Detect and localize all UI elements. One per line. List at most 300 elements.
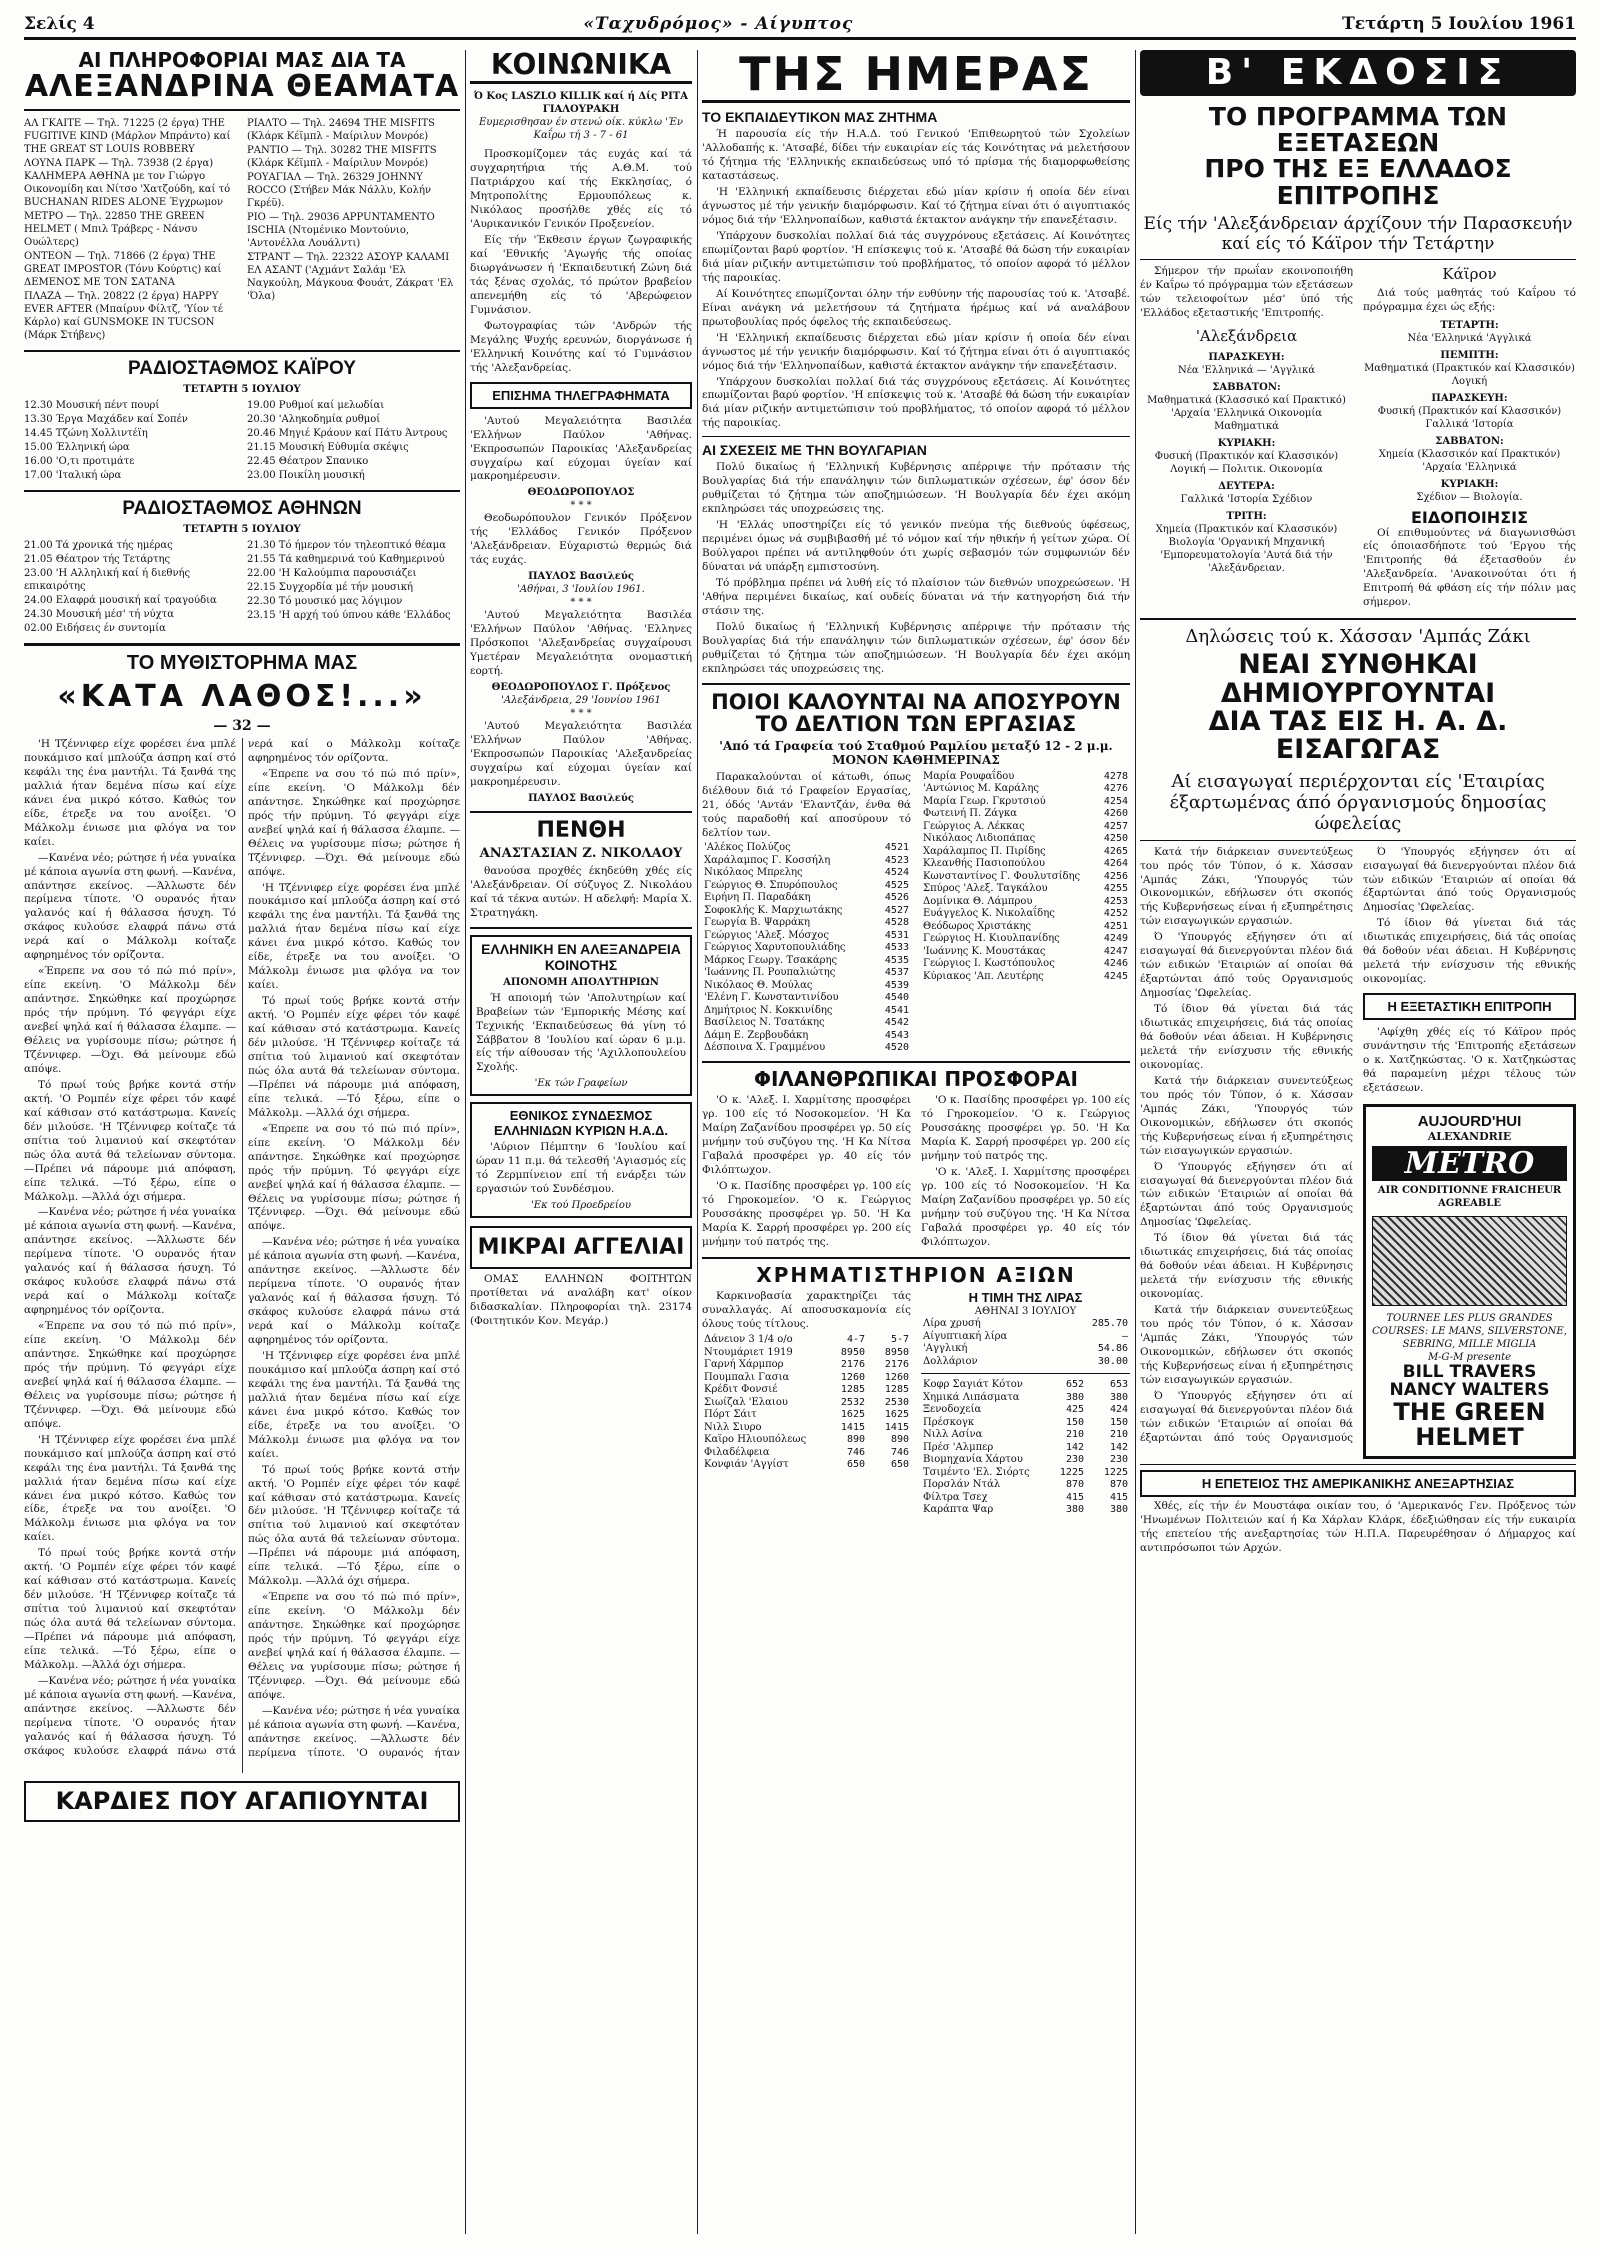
row-value: 380 — [1109, 1391, 1128, 1403]
union-notice — [470, 1102, 692, 1218]
radio-entry: 22.30 Τό μουσικό μας λόγιμον — [247, 595, 403, 607]
stock-row — [921, 1379, 1130, 1392]
row-label: Δάνειον 3 1/4 ο/ο — [704, 1334, 793, 1346]
rail-row — [921, 821, 1130, 834]
metro-city: ALEXANDRIE — [1427, 1129, 1512, 1143]
hassan-paragraph: Ό 'Υπουργός εξήγησεν ότι αί εισαγωγαί θά διενεργούνται πλέον διά τών ειδικών 'Εταιριών αί οποίαι θά έξαρτώνται άπό τούς Οργανισμούς — [1140, 1389, 1353, 1444]
lira-row — [921, 1318, 1130, 1331]
stock-table-2 — [921, 1379, 1130, 1517]
radio-athens-right — [247, 539, 460, 636]
cinema-entry: ΡΙΟ — Τηλ. 29036 APPUNTAMENTO ISCHIA (Ντομένικο Μοντούνιο, 'Αντονέλλα Λουάλντι) — [247, 211, 435, 249]
cinema-entry: ΛΟΥΝΑ ΠΑΡΚ — Τηλ. 73938 (2 έργα) ΚΑΛΗΜΕΡΑ ΑΘΗΝΑ με τον Γιώργο Οικονομίδη και Νίτσο 'Χατζούδη, καί τό BUCHANAN RIDES ALONE Έγχρωμον — [24, 157, 231, 208]
exam-intro: Σήμερον τήν πρωΐαν εκοινοποιήθη έν Καΐρω τό πρόγραμμα τών εξετάσεων τών τελειοφοίτων μέσ' ύπό τής 'Ελλάδος εξεταστικής 'Επιτροπής. — [1140, 264, 1353, 319]
row-value: 746 — [846, 1446, 865, 1458]
row-value: 1285 — [884, 1384, 909, 1396]
row-label: Νικόλαος Θ. Μούλας — [704, 979, 813, 991]
row-label: Κοφρ Σαγιάτ Κότον — [923, 1379, 1023, 1391]
schedule-day: ΚΥΡΙΑΚΗ: — [1440, 478, 1499, 490]
edu-article — [702, 128, 1130, 431]
lira-row — [921, 1343, 1130, 1356]
telegram: Θεοδωρόπουλον Γενικόν Πρόξενον τής 'Ελλάδος Γενικόν Πρόξενον 'Αλεξάνδρειαν. Εύχαριστώ θερμώς διά τάς ευχάς. — [470, 512, 692, 567]
row-label: Φίλτρα Τσεχ — [923, 1491, 988, 1503]
hassan-paragraph: Ό 'Υπουργός εξήγησεν ότι αί εισαγωγαί θά διενεργούνται πλέον διά τών ειδικών 'Εταιριών αί οποίαι θά έξαρτώνται άπό τούς Οργανισμούς Δημοσίας 'Ωφελείας. — [1363, 845, 1576, 914]
row-value: 4524 — [884, 867, 909, 879]
social-paragraph: Είς τήν 'Έκθεσιν έργων ζωγραφικής καί 'Εθνικής 'Αγωγής τής οποίας διωργάνωσεν ή 'Εκπαιδευτική Ζώνη διά τάς ξένας σχολάς, τό πρώτον βραβείον απενεμήθη είς τό 'Αβερώφειον Γυμνάσιον. — [470, 234, 692, 316]
row-label: Γεώργιος Χαρυτοπουλιάδης — [704, 942, 846, 954]
row-label: Τσιμέντο 'Ελ. Σιόρτς — [923, 1466, 1030, 1478]
rail-row — [921, 958, 1130, 971]
row-value: 210 — [1109, 1429, 1128, 1441]
classifieds-title: ΜΙΚΡΑΙ ΑΓΓΕΛΙΑΙ — [470, 1226, 692, 1269]
phil-left: 'Ο κ. 'Αλεξ. Ι. Χαρμίτσης προσφέρει γρ. 100 είς τό Νοσοκομείον. 'Η Κα Μαίρη Ζαζανίδου προσφέρει γρ. 50 είς μνήμην τού συζύγου της. 'Η Κα Νίτσα Γαβαλά προσφέρει γρ. 40 είς τόν Φιλόπτωχον. — [702, 1093, 911, 1176]
new-conditions-line2: ΔΙΑ ΤΑΣ ΕΙΣ Η. Α. Δ. ΕΙΣΑΓΩΓΑΣ — [1208, 705, 1508, 766]
row-label: 'Αλέκος Πολύζος — [704, 842, 791, 854]
metro-ad — [1363, 1104, 1576, 1459]
row-value: 380 — [1109, 1504, 1128, 1516]
row-value: 4527 — [884, 904, 909, 916]
row-value: 4528 — [884, 917, 909, 929]
rail-row — [921, 946, 1130, 959]
stock-row — [702, 1459, 911, 1472]
edu-paragraph: Αί Κοινότητες επωμίζονται όλην τήν ευθύνην τής παρουσίας τού κ. 'Ατσαβέ. Είναι ανάγκη νά μελετήσουν τά ζητήματα ήρέμως καί νά αναλάβουν πρωτοβουλίας πρός όφελος τής εκπαιδεύσεως. — [702, 287, 1130, 328]
rail-row — [702, 980, 911, 993]
row-value: 890 — [846, 1434, 865, 1446]
novel-paragraph: —Κανένα νέο; ρώτησε ή νέα γυναίκα μέ κάποια αγωνία στη φωνή. —Κανένα, απάντησε εκείνος. —Άλλωστε δέν περίμενα τίποτε. 'Ο ουρανός ήταν γαλανός καί ή θάλασσα ήσυχη. Τό σκάφος κυλούσε ελαφρά πάνω στά νερά καί ο Μάλκολμ κοίταζε αφηρημένος τόν ορίζοντα. — [248, 1236, 460, 1347]
novel-paragraph: «Έπρεπε να σου τό πώ πιό πρίν», είπε εκείνη. 'Ο Μάλκολμ δέν απάντησε. Σηκώθηκε καί προχώρησε πρός τήν πρύμνη. Τό φεγγάρι είχε ανεβεί ψηλά καί ή θάλασσα έλαμπε. —Θέλεις να γυρίσουμε πίσω; ρώτησε ή Τζέννιφερ. —Όχι. Θά μείνουμε εδώ απόψε. — [24, 965, 236, 1075]
radio-entry: 20.46 Μηγιέ Κράουν καί Πάτυ Άντρους — [247, 427, 448, 439]
rail-row — [702, 917, 911, 930]
schedule-day: ΚΥΡΙΑΚΗ: — [1217, 437, 1276, 449]
row-value: 746 — [890, 1446, 909, 1458]
hassan-paragraph: Τό ίδιον θά γίνεται διά τάς ιδιωτικάς επιχειρήσεις, διά τάς οποίας θά δοθούν νέαι άδειαι. Η Κυβέρνησις μελετά τήν ενίσχυσιν τής εθνικής οικονομίας. — [1140, 1232, 1353, 1301]
novel-paragraph: 'Η Τζέννιφερ είχε φορέσει ένα μπλέ πουκάμισο καί μπλούζα άσπρη καί στό κεφάλι της ένα μαντήλι. Τά ξανθά της μαλλιά ήταν δεμένα πίσω καί είχε κάνει ένα μικρό κότσο. Καθώς τον είδε, έτρεξε να του ανοίξει. 'Ο Μάλκολμ ένιωσε μια φλόγα να τον καίει. — [248, 881, 460, 992]
alex-heading-line2: ΑΛΕΞΑΝΔΡΙΝΑ ΘΕΑΜΑΤΑ — [24, 69, 460, 104]
stock-row — [702, 1447, 911, 1460]
new-conditions-line1: ΝΕΑΙ ΣΥΝΘΗΚΑΙ ΔΗΜΙΟΥΡΓΟΥΝΤΑΙ — [1220, 649, 1496, 709]
phil-right: 'Ο κ. 'Αλεξ. Ι. Χαρμίτσης προσφέρει γρ. 100 είς τό Νοσοκομείον. 'Η Κα Μαίρη Ζαζανίδου προσφέρει γρ. 50 είς μνήμην τού συζύγου της. 'Η Κα Νίτσα Γαβαλά προσφέρει γρ. 40 είς τόν Φιλόπτωχον. — [921, 1165, 1130, 1248]
telegrams-title: ΕΠΙΣΗΜΑ ΤΗΛΕΓΡΑΦΗΜΑΤΑ — [470, 382, 692, 409]
rail-row — [702, 967, 911, 980]
row-label: Κύριακος 'Απ. Λευτέρης — [923, 970, 1044, 982]
row-label: Ντουμάριετ 1919 — [704, 1346, 793, 1358]
row-label: Δέσποινα Χ. Γραμμένου — [704, 1042, 826, 1054]
row-value: 2530 — [884, 1396, 909, 1408]
novel-paragraph: —Κανένα νέο; ρώτησε ή νέα γυναίκα μέ κάποια αγωνία στη φωνή. —Κανένα, απάντησε εκείνος. —Άλλωστε δέν περίμενα τίποτε. 'Ο ουρανός ήταν γαλανός καί ή θάλασσα ήσυχη. Τό σκάφος κυλούσε ελαφρά πάνω στά νερά καί ο Μάλκολμ κοίταζε αφηρημένος τόν ορίζοντα. — [24, 851, 236, 962]
row-value: 890 — [890, 1434, 909, 1446]
radio-entry: 14.45 Τζώνη Χολλιντέϊη — [24, 427, 148, 439]
row-value: 1625 — [840, 1409, 865, 1421]
row-value: 424 — [1109, 1404, 1128, 1416]
row-value: 4535 — [884, 954, 909, 966]
row-value: 8950 — [884, 1346, 909, 1358]
row-value: 2176 — [884, 1359, 909, 1371]
penthi-text — [470, 865, 692, 921]
radio-entry: 12.30 Μουσική πέντ πουρί — [24, 399, 160, 411]
row-label: Μαρία Ρουφαΐδου — [923, 770, 1015, 782]
hassan-paragraph: Κατά τήν διάρκειαν συνεντεύξεως του πρός τόν Τύπον, ό κ. Χάσσαν 'Αμπάς Ζάκι, 'Υπουργός τών Οικονομικών, εδήλωσεν ότι σκοπός τής Κυβερνήσεως είναι ή εξυπηρέτησις τών εισαγωγικών εργασιών. — [1140, 845, 1353, 928]
hassan-paragraph: Τό ίδιον θά γίνεται διά τάς ιδιωτικάς επιχειρήσεις, διά τάς οποίας θά δοθούν νέαι άδειαι. Η Κυβέρνησις μελετά τήν ενίσχυσιν τής εθνικής οικονομίας. — [1140, 1003, 1353, 1071]
lira-row — [921, 1356, 1130, 1369]
phil-right: 'Ο κ. Πασίδης προσφέρει γρ. 100 είς τό Γηροκομείον. 'Ο κ. Γεώργιος Ρουσσάκης προσφέρει γρ. 50. 'Η Κα Μαρία Κ. Σαρρή προσφέρει γρ. 200 είς μνήμην τού πατρός της. — [921, 1093, 1130, 1162]
rail-row — [921, 771, 1130, 784]
edu-heading: ΤΟ ΕΚΠΑΙΔΕΥΤΙΚΟΝ ΜΑΣ ΖΗΤΗΜΑ — [702, 109, 938, 126]
novel-paragraph: 'Η Τζέννιφερ είχε φορέσει ένα μπλέ πουκάμισο καί μπλούζα άσπρη καί στό κεφάλι της ένα μαντήλι. Τά ξανθά της μαλλιά ήταν δεμένα πίσω καί είχε κάνει ένα μικρό κότσο. Καθώς τον είδε, έτρεξε να του ανοίξει. 'Ο Μάλκολμ ένιωσε μια φλόγα να τον καίει. — [24, 738, 236, 848]
row-value: 1225 — [1059, 1466, 1084, 1478]
row-value: 4542 — [884, 1017, 909, 1029]
radio-entry: 22.45 Θέατρον Σπανικο — [247, 455, 369, 467]
edu-paragraph: 'Η 'Ελληνική εκπαίδευσις διέρχεται εδώ μίαν κρίσιν ή οποία δέν είναι άγνωστος μέ τήν γενικήν διαμόρφωσιν. Καί τό ζήτημα είναι ότι ό αιγυπτιακός νόμος διά τήν 'Ελληνοπαίδων, καθιστά έκτακτον ανάγκην τήν επανεξέτασιν. — [702, 186, 1130, 227]
rail-row — [702, 867, 911, 880]
radio-entry: 21.55 Τά καθημερινά τού Καθημερινού — [247, 553, 445, 565]
hassan-paragraph: Ό 'Υπουργός εξήγησεν ότι αί εισαγωγαί θά διενεργούνται πλέον διά τών ειδικών 'Εταιριών αί οποίαι θά έξαρτώνται άπό τούς Οργανισμούς Δημοσίας 'Ωφελείας. — [1140, 1160, 1353, 1229]
novel-paragraph: «Έπρεπε να σου τό πώ πιό πρίν», είπε εκείνη. 'Ο Μάλκολμ δέν απάντησε. Σηκώθηκε καί προχώρησε πρός τήν πρύμνη. Τό φεγγάρι είχε ανεβεί ψηλά καί ή θάλασσα έλαμπε. —Θέλεις να γυρίσουμε πίσω; ρώτησε ή Τζέννιφερ. —Όχι. Θά μείνουμε εδώ απόψε. — [248, 1591, 460, 1701]
row-value: 150 — [1065, 1416, 1084, 1428]
row-value: 4540 — [884, 992, 909, 1004]
rail-row — [921, 883, 1130, 896]
row-label: Γαρνή Χάρμπορ — [704, 1359, 784, 1371]
row-value: 415 — [1109, 1491, 1128, 1503]
wedding-names: Ό Κος LASZLO KILLIK καί ή Δίς ΡΙΤΑ ΓΙΑΛΟΥΡΑΚΗ — [474, 91, 688, 116]
rail-row — [702, 942, 911, 955]
schedule-subjects: Μαθηματικά (Κλασσικό καί Πρακτικό) 'Αρχαία 'Ελληνικά Οικονομία Μαθηματικά — [1147, 394, 1346, 432]
radio-entry: 21.00 Τά χρονικά τής ημέρας — [24, 539, 173, 551]
rail-row — [921, 858, 1130, 871]
divider — [24, 490, 460, 492]
stock-row — [921, 1392, 1130, 1405]
novel-paragraph: 'Η Τζέννιφερ είχε φορέσει ένα μπλέ πουκάμισο καί μπλούζα άσπρη καί στό κεφάλι της ένα μαντήλι. Τά ξανθά της μαλλιά ήταν δεμένα πίσω καί είχε κάνει ένα μικρό κότσο. Καθώς τον είδε, έτρεξε να του ανοίξει. 'Ο Μάλκολμ ένιωσε μια φλόγα να τον καίει. — [248, 1349, 460, 1460]
row-label: Ξενοδοχεία — [923, 1404, 982, 1416]
radio-entry: 22.15 Συγχορδία μέ τήν μουσική — [247, 581, 413, 593]
row-label: Κωνσταντίνος Γ. Φουλυτσίδης — [923, 870, 1081, 882]
school-notice — [470, 935, 692, 1097]
schedule-subjects: Σχέδιον — Βιολογία. — [1416, 491, 1523, 503]
novel-paragraph: —Κανένα νέο; ρώτησε ή νέα γυναίκα μέ κάποια αγωνία στη φωνή. —Κανένα, απάντησε εκείνος. —Άλλωστε δέν περίμενα τίποτε. 'Ο ουρανός ήταν γαλανός καί ή θάλασσα ήσυχη. Τό σκάφος κυλούσε ελαφρά πάνω στά νερά καί ο Μάλκολμ κοίταζε αφηρημένος τόν ορίζοντα. — [24, 738, 460, 1757]
exam-schedule — [1140, 265, 1576, 612]
stock-title: ΧΡΗΜΑΤΙΣΤΗΡΙΟΝ ΑΞΙΩΝ — [756, 1263, 1076, 1288]
novel-paragraph: Τό πρωί τούς βρήκε κοντά στήν ακτή. 'Ο Ρομπέν είχε φέρει τόν καφέ καί κάθισαν στό κατάστρωμα. Κανείς δέν μιλούσε. 'Η Τζέννιφερ κοίταζε τά σπίτια τού λιμανιού καί σκεφτόταν πώς όλα αυτά θά τελείωναν σύντομα. —Πρέπει νά πάρουμε μιά απόφαση, είπε τελικά. —Τό ξέρω, είπε ο Μάλκολμ. —Άλλά όχι σήμερα. — [24, 1547, 236, 1671]
rail-list-right — [921, 771, 1130, 984]
radio-cairo-day: ΤΕΤΑΡΤΗ 5 ΙΟΥΛΙΟΥ — [183, 383, 301, 395]
radio-entry: 20.30 'Αληκοδημία ρυθμοί — [247, 413, 381, 425]
row-value: 4543 — [884, 1029, 909, 1041]
radio-entry: 16.00 'Ο,τι προτιμάτε — [24, 455, 135, 467]
radio-entry: 24.30 Μουσική μέσ' τή νύχτα — [24, 608, 174, 620]
schedule-subjects: Νέα 'Ελληνικά — 'Αγγλικά — [1177, 364, 1316, 376]
schedule-day: ΠΕΜΠΤΗ: — [1440, 349, 1499, 361]
school-title: ΕΛΛΗΝΙΚΗ ΕΝ ΑΛΕΞΑΝΔΡΕΙΑ ΚΟΙΝΟΤΗΣ — [481, 940, 681, 973]
metro-race: TOURNEE LES PLUS GRANDES COURSES: LE MANS, SILVERSTONE, SEBRING, MILLE MIGLIA — [1372, 1312, 1567, 1350]
row-label: Δολλάριον — [923, 1355, 978, 1367]
row-value: 1285 — [840, 1384, 865, 1396]
row-label: Θεόδωρος Χριστάκης — [923, 920, 1032, 932]
stock-row — [702, 1434, 911, 1447]
column-b-edition — [1140, 50, 1576, 1558]
divider — [702, 1257, 1130, 1259]
row-label: Νικόλαος Μπρελης — [704, 867, 803, 879]
phil-offers — [702, 1094, 1130, 1251]
row-value: 2532 — [840, 1396, 865, 1408]
radio-entry: 23.00 Ποικίλη μουσική — [247, 469, 365, 481]
row-value: 4252 — [1103, 908, 1128, 920]
hassan-paragraph: Κατά τήν διάρκειαν συνεντεύξεως του πρός τόν Τύπον, ό κ. Χάσσαν 'Αμπάς Ζάκι, 'Υπουργός τών Οικονομικών, εδήλωσεν ότι σκοπός τής Κυβερνήσεως είναι ή εξυπηρέτησις τών εισαγωγικών εργασιών. — [1140, 1074, 1353, 1157]
schedule-day: ΠΑΡΑΣΚΕΥΗ: — [1431, 392, 1508, 404]
row-label: Χαράλαμπος Γ. Κοσσήλη — [704, 854, 831, 866]
school-text: Ή αποιομή τών 'Απολυτηρίων καί Βραβείων τών 'Εμπορικής Μέσης καί Τεχνικής 'Εκπαιδεύσεως θά γίνη τό Σάββατον 8 'Ιουλίου καί ώραν 6 μ.μ. είς τήν αίθουσαν τής 'Αχιλλοπουλείου Σχολής. — [476, 991, 686, 1074]
radio-entry: 19.00 Ρυθμοί καί μελωδίαι — [247, 399, 385, 411]
exam-heading-line2: ΠΡΟ ΤΗΣ ΕΞ ΕΛΛΑΔΟΣ ΕΠΙΤΡΟΠΗΣ — [1204, 154, 1512, 210]
stock-section — [702, 1290, 1130, 1517]
stock-table — [702, 1334, 911, 1472]
divider — [24, 109, 460, 111]
row-value: 4256 — [1103, 870, 1128, 882]
rail-lists — [702, 771, 1130, 1055]
lira-table — [921, 1318, 1130, 1368]
column-entertainment — [24, 50, 460, 1822]
stock-row — [921, 1454, 1130, 1467]
row-value: 870 — [1065, 1479, 1084, 1491]
row-label: Μαρία Γεωρ. Γκρυτσιού — [923, 795, 1046, 807]
stock-row — [921, 1492, 1130, 1505]
union-text: 'Αύριον Πέμπτην 6 'Ιουλίου καί ώραν 11 π.μ. θά τελεσθή 'Αγιασμός είς τό Ζερμπίνειον επί τή ενάρξει τών εργασιών τού Συνδέσμου. — [476, 1141, 686, 1196]
row-value: 380 — [1065, 1391, 1084, 1403]
alex-label: 'Αλεξάνδρεια — [1195, 326, 1298, 345]
row-value: 2176 — [840, 1359, 865, 1371]
row-label: Νιλλ Ασίνα — [923, 1429, 983, 1441]
rail-row — [702, 842, 911, 855]
row-value: 4537 — [884, 967, 909, 979]
row-label: Φιλαδέλφεια — [704, 1446, 770, 1458]
radio-entry: 21.15 Μουσική Εύθυμία σκέψις — [247, 441, 409, 453]
wedding-text: Ευμερισθησαν έν στενώ οίκ. κύκλω 'Έν Καΐρω τή 3 - 7 - 61 — [478, 117, 684, 142]
row-label: Πουμπαλι Γασια — [704, 1371, 790, 1383]
alex-schedule — [1140, 351, 1353, 575]
row-value: 230 — [1109, 1454, 1128, 1466]
bulgaria-paragraph: Πολύ δικαίως ή 'Ελληνική Κυβέρνησις απέρριψε τήν πρότασιν τής Βουλγαρίας διά τήν επανάληψιν τών διπλωματικών σχέσεων, έφ' όσον δέν ρυθμίζεται τό ζήτημα τών αποζημιώσεων. 'Η Βουλγαρία δέν έχει ακόμη εκπληρώσει τάς υποχρεώσεις της. — [702, 461, 1130, 516]
novel-paragraph: «Έπρεπε να σου τό πώ πιό πρίν», είπε εκείνη. 'Ο Μάλκολμ δέν απάντησε. Σηκώθηκε καί προχώρησε πρός τήν πρύμνη. Τό φεγγάρι είχε ανεβεί ψηλά καί ή θάλασσα έλαμπε. —Θέλεις να γυρίσουμε πίσω; ρώτησε ή Τζέννιφερ. —Όχι. Θά μείνουμε εδώ απόψε. — [248, 1122, 460, 1233]
radio-athens-left — [24, 539, 237, 636]
row-label: Σιωίζαλ 'Ελαιου — [704, 1396, 788, 1408]
row-label: Χημικά Λιπάσματα — [923, 1391, 1020, 1403]
cinema-entry: ΜΕΤΡΟ — Τηλ. 22850 THE GREEN HELMET ( Μπιλ Τράβερς - Νάνσυ Ουώλτερς) — [24, 210, 205, 248]
metro-actor2: NANCY WALTERS — [1389, 1379, 1550, 1400]
row-label: Βιομηχανία Χάρτου — [923, 1454, 1023, 1466]
school-sub: ΑΠΟΝΟΜΗ ΑΠΟΛΥΤΗΡΙΩΝ — [503, 976, 659, 988]
rail-row — [702, 930, 911, 943]
rail-row — [921, 921, 1130, 934]
rail-sub: 'Από τά Γραφεία τού Σταθμού Ραμλίου μεταξύ 12 - 2 μ.μ. ΜΟΝΟΝ ΚΑΘΗΜΕΡΙΝΑΣ — [719, 738, 1113, 767]
column-rule — [465, 50, 466, 2234]
row-label: 'Ιωάννης Π. Ρουπαλιώτης — [704, 967, 836, 979]
divider — [470, 927, 692, 929]
union-title: ΕΘΝΙΚΟΣ ΣΥΝΔΕΣΜΟΣ ΕΛΛΗΝΙΔΩΝ ΚΥΡΙΩΝ Η.Α.Δ. — [494, 1108, 668, 1139]
rail-row — [702, 880, 911, 893]
row-value: 4247 — [1103, 945, 1128, 957]
schedule-day: ΣΑΒΒΑΤΟΝ: — [1212, 381, 1281, 393]
row-label: Πορσλάν Ντάλ — [923, 1479, 1001, 1491]
schedule-day: ΔΕΥΤΕΡΑ: — [1218, 480, 1275, 492]
row-label: 'Αγγλική — [923, 1343, 968, 1355]
row-value: 142 — [1109, 1441, 1128, 1453]
bulgaria-article — [702, 461, 1130, 676]
divider — [702, 683, 1130, 685]
row-label: Γεώργιος 'Αλεξ. Μόσχος — [704, 929, 829, 941]
row-value: 4255 — [1103, 883, 1128, 895]
row-value: 4523 — [884, 854, 909, 866]
cairo-intro: Διά τούς μαθητάς τού Καΐρου τό πρόγραμμα έχει ώς εξής: — [1363, 286, 1576, 313]
radio-athens-schedule — [24, 539, 460, 637]
kinonika-title: ΚΟΙΝΩΝΙΚΑ — [470, 50, 692, 84]
cinema-entry: ΑΛ ΓΚΑΙΤΕ — Τηλ. 71225 (2 έργα) THE FUGITIVE KIND (Μάρλον Μπράντο) καί THE GREAT ST LOUIS ROBBERY — [24, 117, 231, 155]
row-label: Δημήτριος Ν. Κοκκινίδης — [704, 1004, 833, 1016]
novel-paragraph: «Έπρεπε να σου τό πώ πιό πρίν», είπε εκείνη. 'Ο Μάλκολμ δέν απάντησε. Σηκώθηκε καί προχώρησε πρός τήν πρύμνη. Τό φεγγάρι είχε ανεβεί ψηλά καί ή θάλασσα έλαμπε. —Θέλεις να γυρίσουμε πίσω; ρώτησε ή Τζέννιφερ. —Όχι. Θά μείνουμε εδώ απόψε. — [24, 1320, 236, 1430]
telegram-date: 'Αθήναι, 3 'Ιουλίου 1961. — [517, 584, 645, 596]
telegram: 'Αυτού Μεγαλειότητα Βασιλέα 'Ελλήνων Παύλον 'Αθήνας. 'Εκπροσωπών Παροικίας 'Αλεξανδρείας συγχαίρω καί εύχομαι ύγείαν καί μακροημέρευσιν. — [470, 414, 692, 483]
row-value: 142 — [1065, 1441, 1084, 1453]
radio-entry: 22.00 'Η Καλούμπια παρουσιάζει — [247, 567, 417, 579]
notice-text: Οί επιθυμούντες νά διαγωνισθώσι είς όποιασδήποτε τού 'Εργου τής 'Επιτροπής θά έξετασθούν έν 'Αλεξανδρεία. 'Ανακοινούται ότι ή Επιτροπή θά φθάση είς τήν πόλιν μας σήμερον. — [1363, 526, 1576, 609]
radio-athens-day: ΤΕΤΑΡΤΗ 5 ΙΟΥΛΙΟΥ — [183, 523, 301, 535]
stock-intro: Καρκινοβασία χαρακτηρίζει τάς συναλλαγάς. Αί αποσυσκαμονία είς όλους τούς τίτλους. — [702, 1290, 911, 1331]
column-rule — [697, 50, 698, 2234]
telegram: 'Αυτού Μεγαλειότητα Βασιλέα 'Ελλήνων Παύλον 'Αθήνας. 'Ελληνες Πρόσκοποι 'Αλεξανδρείας συγχαίρουσι Υμετέραν Μεγαλειότητα ονομαστική εορτή. — [470, 609, 692, 678]
telegrams: 'Αυτού Μεγαλειότητα Βασιλέα 'Ελλήνων Παύλον 'Αθήνας. 'Εκπροσωπών Παροικίας 'Αλεξανδρείας συγχαίρω καί εύχομαι ύγείαν καί μακροημέρευσιν. ΘΕΟΔΩΡΟΠΟΥΛΟΣ * * * Θεοδωρόπουλον Γενικόν Πρόξενον τής 'Ελλάδος Γενικόν Πρόξενον 'Αλεξάνδρειαν. Εύχαριστώ θερμώς διά τάς ευχάς. ΠΑΥΛΟΣ Βασιλεύς 'Αθήναι, 3 'Ιουλίου 1961. * * * 'Αυτού Μεγαλειότητα Βασιλέα 'Ελλήνων Παύλον 'Αθήνας. 'Ελληνες Πρόσκοποι 'Αλεξανδρείας συγχαίρουσι Υμετέραν Μεγαλειότητα ονομαστική εορτή. ΘΕΟΔΩΡΟΠΟΥΛΟΣ Γ. Πρόξενος 'Αλεξάνδρεια, 29 'Ιουνίου 1961 * * * 'Αυτού Μεγαλειότητα Βασιλέα 'Ελλήνων Παύλον 'Αθήνας. 'Εκπροσωπών Παροικίας 'Αλεξανδρείας συγχαίρω καί εύχομαι ύγείαν καί μακροημέρευσιν. ΠΑΥΛΟΣ Βασιλεύς — [470, 414, 692, 804]
row-value: 4251 — [1103, 920, 1128, 932]
row-value: 285.70 — [1091, 1318, 1128, 1330]
row-label: Πρέσκογκ — [923, 1416, 975, 1428]
row-value: 4245 — [1103, 970, 1128, 982]
row-label: 'Ιωάννης Κ. Μουστάκας — [923, 945, 1046, 957]
exam-sub: Είς τήν 'Αλεξάνδρειαν άρχίζουν τήν Παρασκευήν καί είς τό Κάϊρον τήν Τετάρτην — [1143, 213, 1573, 254]
radio-cairo-left — [24, 399, 237, 483]
metro-film: THE GREEN HELMET — [1393, 1397, 1546, 1451]
radio-entry: 15.00 Έλληνική ώρα — [24, 441, 130, 453]
divider — [24, 350, 460, 352]
row-label: 'Αντώνιος Μ. Καράλης — [923, 783, 1039, 795]
newspaper-name: «Ταχυδρόμος» - Αίγυπτος — [583, 14, 854, 34]
telegram-date: 'Αλεξάνδρεια, 29 'Ιουνίου 1961 — [501, 694, 661, 706]
rail-row — [921, 783, 1130, 796]
rail-row — [921, 971, 1130, 984]
cairo-schedule — [1363, 319, 1576, 504]
rail-row — [702, 1005, 911, 1018]
row-value: 425 — [1065, 1404, 1084, 1416]
schedule-subjects: Φυσική (Πρακτικόν καί Κλασσικόν) Λογική — Πολιτικ. Οικονομία — [1154, 450, 1339, 475]
novel-paragraph: «Έπρεπε να σου τό πώ πιό πρίν», είπε εκείνη. 'Ο Μάλκολμ δέν απάντησε. Σηκώθηκε καί προχώρησε πρός τήν πρύμνη. Τό φεγγάρι είχε ανεβεί ψηλά καί ή θάλασσα έλαμπε. —Θέλεις να γυρίσουμε πίσω; ρώτησε ή Τζέννιφερ. —Όχι. Θά μείνουμε εδώ απόψε. — [248, 767, 460, 878]
row-label: Νικόλαος Λιδιοπάπας — [923, 833, 1036, 845]
novel-paragraph: —Κανένα νέο; ρώτησε ή νέα γυναίκα μέ κάποια αγωνία στη φωνή. —Κανένα, απάντησε εκείνος. —Άλλωστε δέν περίμενα τίποτε. 'Ο ουρανός ήταν — [248, 1704, 460, 1759]
telegram-signature: ΘΕΟΔΩΡΟΠΟΥΛΟΣ Γ. Πρόξενος — [491, 681, 671, 693]
rail-row — [921, 796, 1130, 809]
issue-date: Τετάρτη 5 Ιουλίου 1961 — [1342, 14, 1576, 34]
row-value: 4250 — [1103, 833, 1128, 845]
cinema-list-left — [24, 117, 237, 343]
row-value: 4541 — [884, 1004, 909, 1016]
row-label: Γεώργιος Θ. Σπυρόπουλος — [704, 879, 838, 891]
row-value: 650 — [890, 1459, 909, 1471]
bulgaria-heading: ΑΙ ΣΧΕΣΕΙΣ ΜΕ ΤΗΝ ΒΟΥΛΓΑΡΙΑΝ — [702, 442, 927, 459]
edu-paragraph: Ή παρουσία είς τήν Η.Α.Δ. τού Γενικού 'Επιθεωρητού τών Σχολείων 'Αλλοδαπής κ. 'Ατσαβέ, δίδει τήν ευκαιρίαν είς τάς Κοινότητας νά μελετήσουν τό ζήτημα τής 'Ελληνικής εκπαιδεύσεως υπό τό πρίσμα τής διαμορφωθείσης καταστάσεως. — [702, 128, 1130, 183]
row-label: Σπύρος 'Αλεξ. Ταγκάλου — [923, 883, 1048, 895]
row-value: 650 — [846, 1459, 865, 1471]
row-label: Σοφοκλής Κ. Μαρχιωτάκης — [704, 904, 843, 916]
radio-cairo-title: ΡΑΔΙΟΣΤΑΘΜΟΣ ΚΑΪΡΟΥ — [128, 357, 356, 379]
metro-name: METRO — [1372, 1146, 1567, 1181]
notice-title: ΕΙΔΟΠΟΙΗΣΙΣ — [1410, 507, 1528, 527]
schedule-day: ΣΑΒΒΑΤΟΝ: — [1435, 435, 1504, 447]
divider — [702, 436, 1130, 437]
b-edition-banner: Β' ΕΚΔΟΣΙΣ — [1140, 50, 1576, 96]
cinema-listings — [24, 117, 460, 344]
rail-row — [921, 833, 1130, 846]
row-label: Φωτεινή Π. Ζάγκα — [923, 808, 1017, 820]
radio-entry: 13.30 Έργα Μαχάδεν καί Σοπέν — [24, 413, 188, 425]
row-value: 4246 — [1103, 958, 1128, 970]
cinema-entry: ΡΑΝΤΙΟ — Τηλ. 30282 THE MISFITS (Κλάρκ Κέϊμπλ - Μαίριλυν Μονρόε) — [247, 144, 437, 169]
row-label: Χαράλαμπος Π. Πιρίδης — [923, 845, 1046, 857]
row-value: 4265 — [1103, 845, 1128, 857]
row-label: Γεωργία Β. Ψαρράκη — [704, 917, 810, 929]
cinema-list-right — [247, 117, 460, 343]
stock-row — [702, 1334, 911, 1347]
stock-row — [702, 1359, 911, 1372]
row-value: 653 — [1109, 1379, 1128, 1391]
row-label: Λίρα χρυσή — [923, 1318, 981, 1330]
row-value: 30.00 — [1097, 1355, 1128, 1367]
row-value: 870 — [1109, 1479, 1128, 1491]
metro-top: AUJOURD'HUI — [1417, 1112, 1522, 1130]
divider — [702, 1061, 1130, 1063]
usa-text: Χθές, είς τήν έν Μουστάφα οικίαν του, ό 'Αμερικανός Γεν. Πρόξενος τών 'Ηνωμένων Πολιτειών καί ή Κα Χάρλαν Κλάρκ, έδεξιώθησαν είς τήν ευκαιρία τής επετείου τής ανεξαρτησίας τών Η.Π.Α. Παρευρέθησαν ό Δήμαρχος καί αντιπρόσωποι τών Αρχών. — [1140, 1499, 1576, 1554]
cinema-entry: ΡΙΑΛΤΟ — Τηλ. 24694 THE MISFITS (Κλάρκ Κέϊμπλ - Μαίριλυν Μονρόε) — [247, 117, 436, 142]
row-label: Ευάγγελος Κ. Νικολαΐδης — [923, 908, 1055, 920]
usa-heading: Η ΕΠΕΤΕΙΟΣ ΤΗΣ ΑΜΕΡΙΚΑΝΙΚΗΣ ΑΝΕΞΑΡΤΗΣΙΑΣ — [1140, 1470, 1576, 1497]
stock-row — [921, 1504, 1130, 1517]
phil-left: 'Ο κ. Πασίδης προσφέρει γρ. 100 είς τό Γηροκομείον. 'Ο κ. Γεώργιος Ρουσσάκης προσφέρει γρ. 50. 'Η Κα Μαρία Κ. Σαρρή προσφέρει γρ. 200 είς μνήμην τού πατρός της. — [702, 1179, 911, 1248]
telegram-signature: ΠΑΥΛΟΣ Βασιλεύς — [528, 571, 634, 583]
row-value: 1225 — [1103, 1466, 1128, 1478]
row-label: Κλεανθής Πασιοπούλου — [923, 858, 1045, 870]
row-label: Κρέδιτ Φονσιέ — [704, 1384, 778, 1396]
divider — [470, 811, 692, 813]
exam-heading-line1: ΤΟ ΠΡΟΓΡΑΜΜΑ ΤΩΝ ΕΞΕΤΑΣΕΩΝ — [1208, 101, 1508, 158]
edu-paragraph: 'Υπάρχουν δυσκολίαι πολλαί διά τάς συγχρόνους εξετάσεις. Αί Κοινότητες επωμίζονται βαρύ φορτίον. 'Η επίσκεψις τού κ. 'Ατσαβέ θά δώση τήν ευκαιρίαν διά μίαν ριζικήν αντιμετώπισιν τού προβλήματος, τό οποίον αφορά τό μέλλον τής παροικίας. — [702, 229, 1130, 284]
row-label: Πόρτ Σάιτ — [704, 1409, 757, 1421]
bulgaria-paragraph: Τό πρόβλημα πρέπει νά λυθή είς τό πλαίσιον τών διεθνών υποχρεώσεων. 'Η 'Αθήνα περιμένει δικαίως, καί ουδείς δύναται νά τήν κατηγορήση διά τήν στάσιν της. — [702, 576, 1130, 617]
school-sign: 'Εκ τών Γραφείων — [534, 1078, 628, 1090]
telegram-signature: ΠΑΥΛΟΣ Βασιλεύς — [528, 792, 634, 804]
rail-row — [921, 933, 1130, 946]
stock-row — [702, 1384, 911, 1397]
row-value: 1260 — [884, 1371, 909, 1383]
hassan-heading: Δηλώσεις τού κ. Χάσσαν 'Αμπάς Ζάκι — [1185, 626, 1531, 648]
schedule-subjects: Χημεία (Πρακτικόν καί Κλασσικόν) Βιολογία 'Οργανική Μηχανική 'Εμπορευματολογία 'Αυτά διά τήν 'Αλεξάνδρειαν. — [1155, 523, 1338, 574]
cinema-entry: ΣΤΡΑΝΤ — Τηλ. 22322 ΑΣΟΥΡ ΚΑΛΑΜΙ ΕΛ ΑΣΑΝΤ ('Αχμάντ Σαλάμ 'Ελ Ναγκούλη, Μάγκουα Φουάτ, Ζάκρατ 'Ελ 'Όλα) — [247, 251, 454, 302]
rail-row — [921, 896, 1130, 909]
row-value: 4260 — [1103, 808, 1128, 820]
radio-cairo-schedule — [24, 399, 460, 484]
stock-row — [921, 1417, 1130, 1430]
divider — [24, 643, 460, 646]
row-label: 'Ελένη Γ. Κωνσταντινίδου — [704, 992, 839, 1004]
phil-title: ΦΙΛΑΝΘΡΩΠΙΚΑΙ ΠΡΟΣΦΟΡΑΙ — [753, 1066, 1078, 1091]
lira-title: Η ΤΙΜΗ ΤΗΣ ΛΙΡΑΣ — [968, 1290, 1083, 1306]
stock-row — [921, 1467, 1130, 1480]
lira-sub: ΑΘΗΝΑΙ 3 ΙΟΥΛΙΟΥ — [974, 1306, 1077, 1318]
classifieds-text — [470, 1273, 692, 1329]
telegram-signature: ΘΕΟΔΩΡΟΠΟΥΛΟΣ — [527, 487, 635, 499]
rail-row — [702, 1042, 911, 1055]
row-value: 4525 — [884, 879, 909, 891]
